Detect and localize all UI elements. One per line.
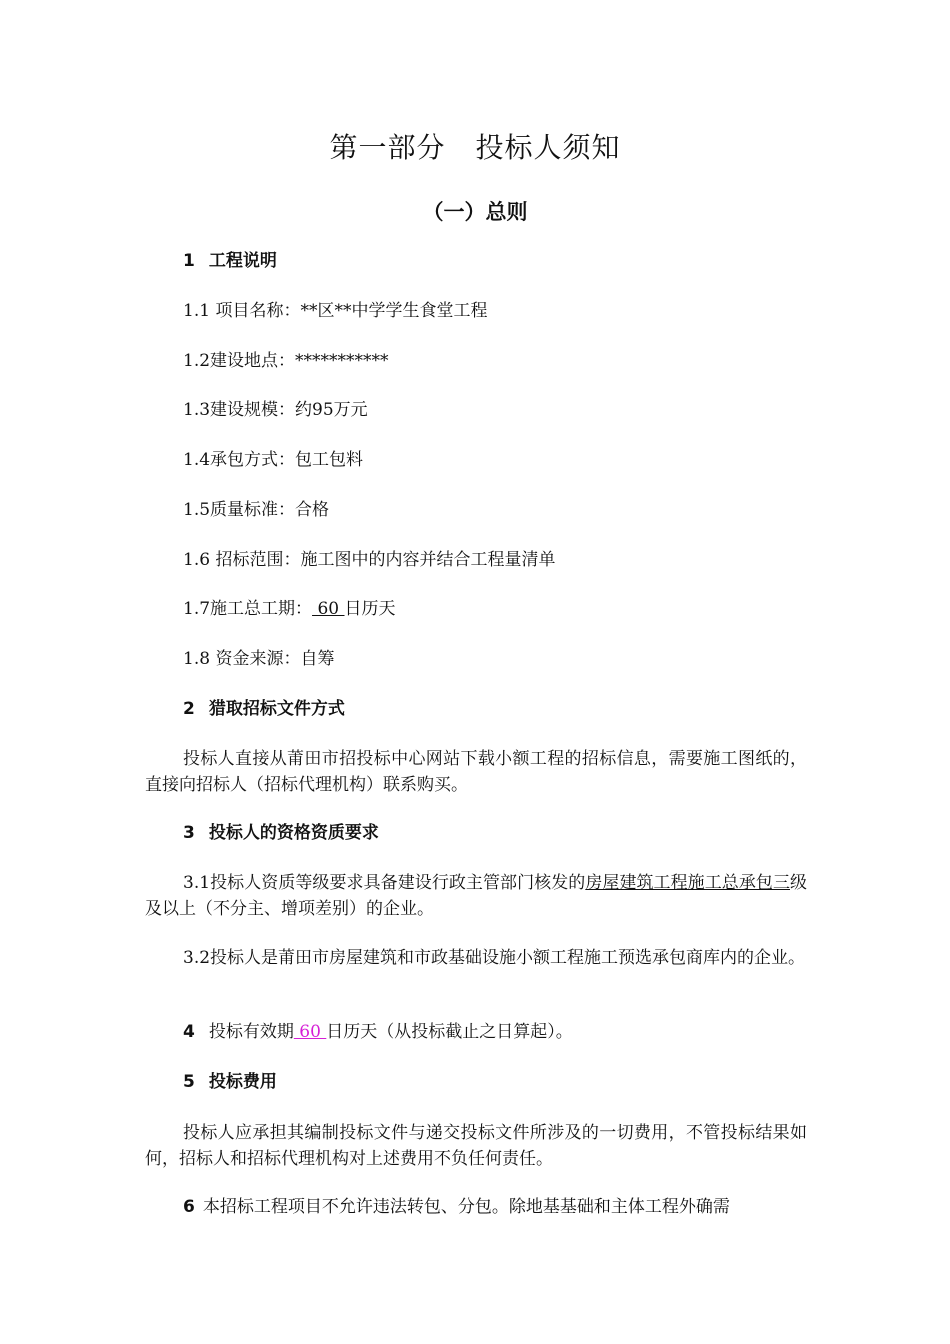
item-1-2: 1.2建设地点：*********** [183,351,389,371]
item-1-6: 1.6 招标范围：施工图中的内容并结合工程量清单 [183,550,556,570]
duration-value: 60 [312,599,345,619]
text: 本招标工程项目不允许违法转包、分包。除地基基础和主体工程外确需 [202,1197,730,1217]
section-number: 6 [183,1197,195,1217]
item-1-7 [183,596,396,622]
paragraph-3-2: 3.2投标人是莆田市房屋建筑和市政基础设施小额工程施工预选承包商库内的企业。 [183,948,806,968]
item-label: 1.7施工总工期： [183,599,313,619]
item-1-4: 1.4承包方式：包工包料 [183,450,364,470]
page-title [0,128,950,168]
item-1-5: 1.5质量标准：合格 [183,500,330,520]
section-number: 2 [183,699,195,719]
section-number: 5 [183,1072,195,1092]
paragraph-3-1 [145,870,807,922]
section-3-heading [183,820,379,846]
underlined-qualification: 房屋建筑工程施工总承包三 [585,873,790,893]
item-1-3: 1.3建设规模：约95万元 [183,400,368,420]
title-name: 投标人须知 [475,131,621,164]
heading-text: 工程说明 [208,251,277,271]
heading-text: 猎取招标文件方式 [208,699,345,719]
title-part: 第一部分 [329,131,446,164]
section-number: 3 [183,823,195,843]
section-4-line [183,1019,573,1045]
section-5-paragraph: 投标人应承担其编制投标文件与递交投标文件所涉及的一切费用，不管投标结果如何，招标人和招标代理机构对上述费用不负任何责任。 [145,1123,807,1169]
section-1-heading [183,248,277,274]
section-number: 1 [183,251,195,271]
item-1-1: 1.1 项目名称：**区**中学学生食堂工程 [183,301,488,321]
item-unit: 日历天 [344,599,396,619]
section-5-heading [183,1069,277,1095]
heading-text: 投标费用 [208,1072,277,1092]
text: 投标有效期 [208,1022,294,1042]
item-1-8: 1.8 资金来源：自筹 [183,649,335,669]
text: 日历天（从投标截止之日算起）。 [326,1022,573,1042]
text: 3.1投标人资质等级要求具备建设行政主管部门核发的 [183,873,586,893]
validity-value: 60 [293,1022,327,1042]
section-2-heading [183,696,345,722]
section-subtitle: （一）总则 [422,200,528,224]
section-6-line [183,1194,730,1220]
text: 级及以上（不分主、增项差别）的企业。 [145,873,807,919]
heading-text: 投标人的资格资质要求 [208,823,379,843]
section-2-paragraph: 投标人直接从莆田市招投标中心网站下载小额工程的招标信息，需要施工图纸的，直接向招标人（招标代理机构）联系购买。 [145,749,807,795]
section-number: 4 [183,1022,195,1042]
